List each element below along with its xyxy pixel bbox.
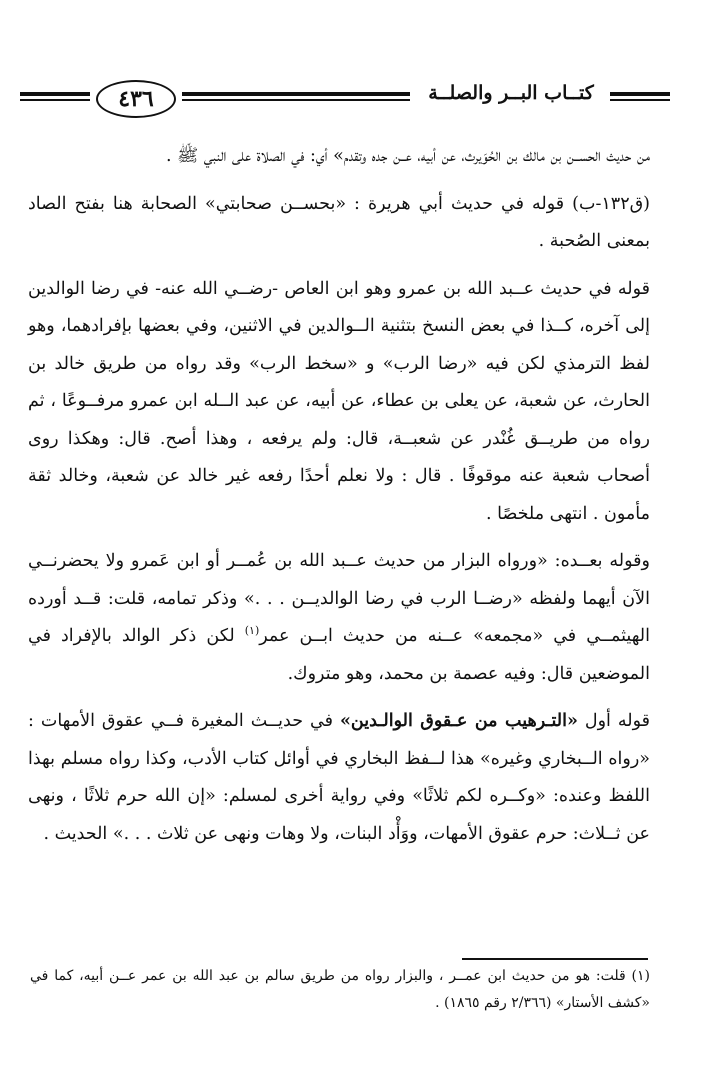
header-rule-left bbox=[20, 92, 90, 96]
header-rule-right-thin bbox=[610, 99, 670, 101]
page-number: ٤٣٦ bbox=[96, 80, 176, 118]
header-rule-middle-thin bbox=[182, 99, 410, 101]
paragraph-5 bbox=[28, 703, 650, 853]
paragraph-1: من حديث الحســن بن مالك بن الحُوَيرث، عن أبيه، عــن جده وتقدم» أي: في الصلاة على النبي ﷺ . bbox=[165, 146, 650, 166]
page-header bbox=[20, 78, 670, 122]
footnote-ref[interactable]: (١) bbox=[244, 624, 260, 638]
book-title: كتــاب البــر والصلــة bbox=[428, 82, 594, 104]
paragraph-4-text: وقوله بعــده: «ورواه البزار من حديث عــبد الله بن عُمــر أو ابن عَمرو ولا يحضرنــي الآن أيهما ولفظه «رضــا الرب في رضا الوالديــن . . .» وذكر تمامه، قلت: قــد أورده الهيثمــي في «مجمعه» عــنه من حديث ابــن عمر bbox=[28, 551, 650, 646]
header-rule-right bbox=[610, 92, 670, 96]
footnote-separator bbox=[462, 958, 648, 960]
paragraph-4-cont: لكن ذكر الوالد بالإفراد في الموضعين قال: وفيه عصمة بن محمد، وهو متروك. bbox=[28, 626, 650, 684]
section-heading: «التـرهيب من عـقوق الوالـدين» bbox=[339, 711, 578, 731]
footnote: (١) قلت: هو من حديث ابن عمــر ، والبزار رواه من طريق سالم بن عبد الله بن عمر عــن أبيه، كما في «كشف الأستار» (٢/٣٦٦ رقم ١٨٦٥) . bbox=[30, 968, 650, 1011]
header-rule-left-thin bbox=[20, 99, 90, 101]
paragraph-2: (ق١٣٢-ب) قوله في حديث أبي هريرة : «بحســن صحابتي» الصحابة هنا بفتح الصاد بمعنى الصُحبة . bbox=[28, 193, 650, 251]
body-text bbox=[28, 138, 650, 853]
paragraph-3: قوله في حديث عــبد الله بن عمرو وهو ابن العاص -رضــي الله عنه- في رضا الوالدين إلى آخره، كــذا في بعض النسخ بتثنية الــوالدين في الاثنين، وفي بعضها بإفرادهما، وهو لفظ الترمذي لكن فيه «رضا الرب» و «سخط الرب» وقد رواه من طريق خالد بن الحارث، عن شعبة، عن يعلى بن عطاء، عن أبيه، عن عبد الــله ابن عمرو مرفــوعًا ، ثم رواه من طريــق غُنْدر عن شعبــة، قال: ولم يرفعه ، وهذا أصح. قال: وهكذا روى أصحاب شعبة عنه موقوفًا . قال : ولا نعلم أحدًا رفعه غير خالد عن شعبة، وخالد ثقة مأمون . انتهى ملخصًا . bbox=[28, 278, 650, 524]
paragraph-5-lead: قوله أول bbox=[584, 711, 650, 731]
paragraph-4 bbox=[28, 543, 650, 693]
paragraph-5-text: في حديــث المغيرة فــي عقوق الأمهات : «رواه الــبخاري وغيره» هذا لــفظ البخاري في أوائل كتاب الأدب، وكذا رواه مسلم بهذا اللفظ وعنده: «وكــره لكم ثلاثًا» وفي رواية أخرى لمسلم: «إن الله حرم ثلاثًا ، ونهى عن ثــلاث: حرم عقوق الأمهات، ووَأْد البنات، ولا وهات ونهى عن ثلاث . . .» الحديث . bbox=[28, 711, 650, 844]
header-rule-middle bbox=[182, 92, 410, 96]
